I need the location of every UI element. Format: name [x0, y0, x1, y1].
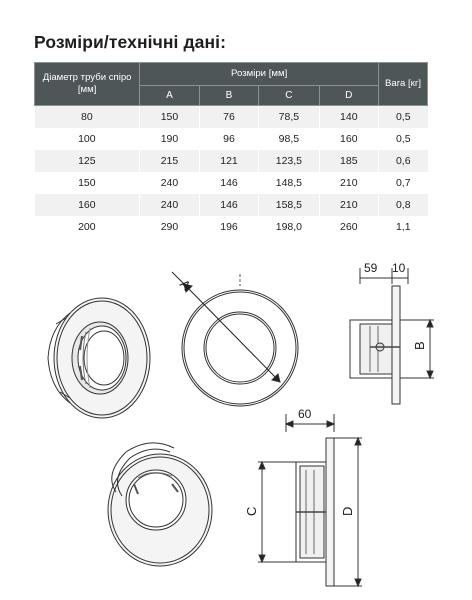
table-cell: 0,7	[379, 172, 428, 194]
table-cell: 290	[140, 216, 200, 238]
table-cell: 98,5	[259, 128, 319, 150]
table-cell: 198,0	[259, 216, 319, 238]
perspective-view-front	[30, 288, 160, 428]
table-cell: 190	[140, 128, 200, 150]
side-view-cd	[240, 400, 370, 590]
table-cell: 80	[35, 106, 140, 129]
table-cell: 148,5	[259, 172, 319, 194]
table-cell: 160	[35, 194, 140, 216]
table-cell: 146	[199, 172, 259, 194]
table-cell: 210	[319, 194, 379, 216]
spec-table	[34, 62, 428, 238]
dim-60: 60	[298, 407, 312, 421]
table-cell: 125	[35, 150, 140, 172]
table-cell: 0,5	[379, 106, 428, 129]
header-b: B	[199, 86, 259, 106]
table-cell: 240	[140, 172, 200, 194]
dim-59: 59	[364, 261, 378, 275]
table-cell: 0,5	[379, 128, 428, 150]
header-diameter: Діаметр труби спіро [мм]	[35, 63, 140, 106]
table-cell: 200	[35, 216, 140, 238]
table-cell: 160	[319, 128, 379, 150]
table-cell: 96	[199, 128, 259, 150]
dim-10: 10	[392, 261, 406, 275]
table-cell: 150	[140, 106, 200, 129]
header-d: D	[319, 86, 379, 106]
table-row	[35, 150, 428, 172]
label-a: A	[177, 276, 194, 294]
table-cell: 140	[319, 106, 379, 129]
header-c: C	[259, 86, 319, 106]
header-a: A	[140, 86, 200, 106]
table-row	[35, 106, 428, 129]
table-row	[35, 172, 428, 194]
table-row	[35, 128, 428, 150]
table-cell: 0,6	[379, 150, 428, 172]
header-weight: Вага [кг]	[379, 63, 428, 106]
table-cell: 260	[319, 216, 379, 238]
table-cell: 76	[199, 106, 259, 129]
label-c: C	[244, 506, 259, 516]
table-cell: 196	[199, 216, 259, 238]
table-cell: 121	[199, 150, 259, 172]
table-row	[35, 194, 428, 216]
table-cell: 240	[140, 194, 200, 216]
perspective-view-rear	[92, 438, 216, 572]
side-view-b	[330, 254, 450, 414]
table-cell: 150	[35, 172, 140, 194]
label-d: D	[340, 506, 355, 516]
table-cell: 215	[140, 150, 200, 172]
table-cell: 146	[199, 194, 259, 216]
table-cell: 0,8	[379, 194, 428, 216]
table-cell: 210	[319, 172, 379, 194]
page-title: Розміри/технічні дані:	[34, 32, 227, 52]
table-row	[35, 216, 428, 238]
table-cell: 1,1	[379, 216, 428, 238]
table-cell: 100	[35, 128, 140, 150]
table-cell: 158,5	[259, 194, 319, 216]
table-cell: 185	[319, 150, 379, 172]
header-sizes: Розміри [мм]	[140, 63, 379, 86]
table-cell: 123,5	[259, 150, 319, 172]
label-b: B	[412, 341, 427, 350]
table-cell: 78,5	[259, 106, 319, 129]
